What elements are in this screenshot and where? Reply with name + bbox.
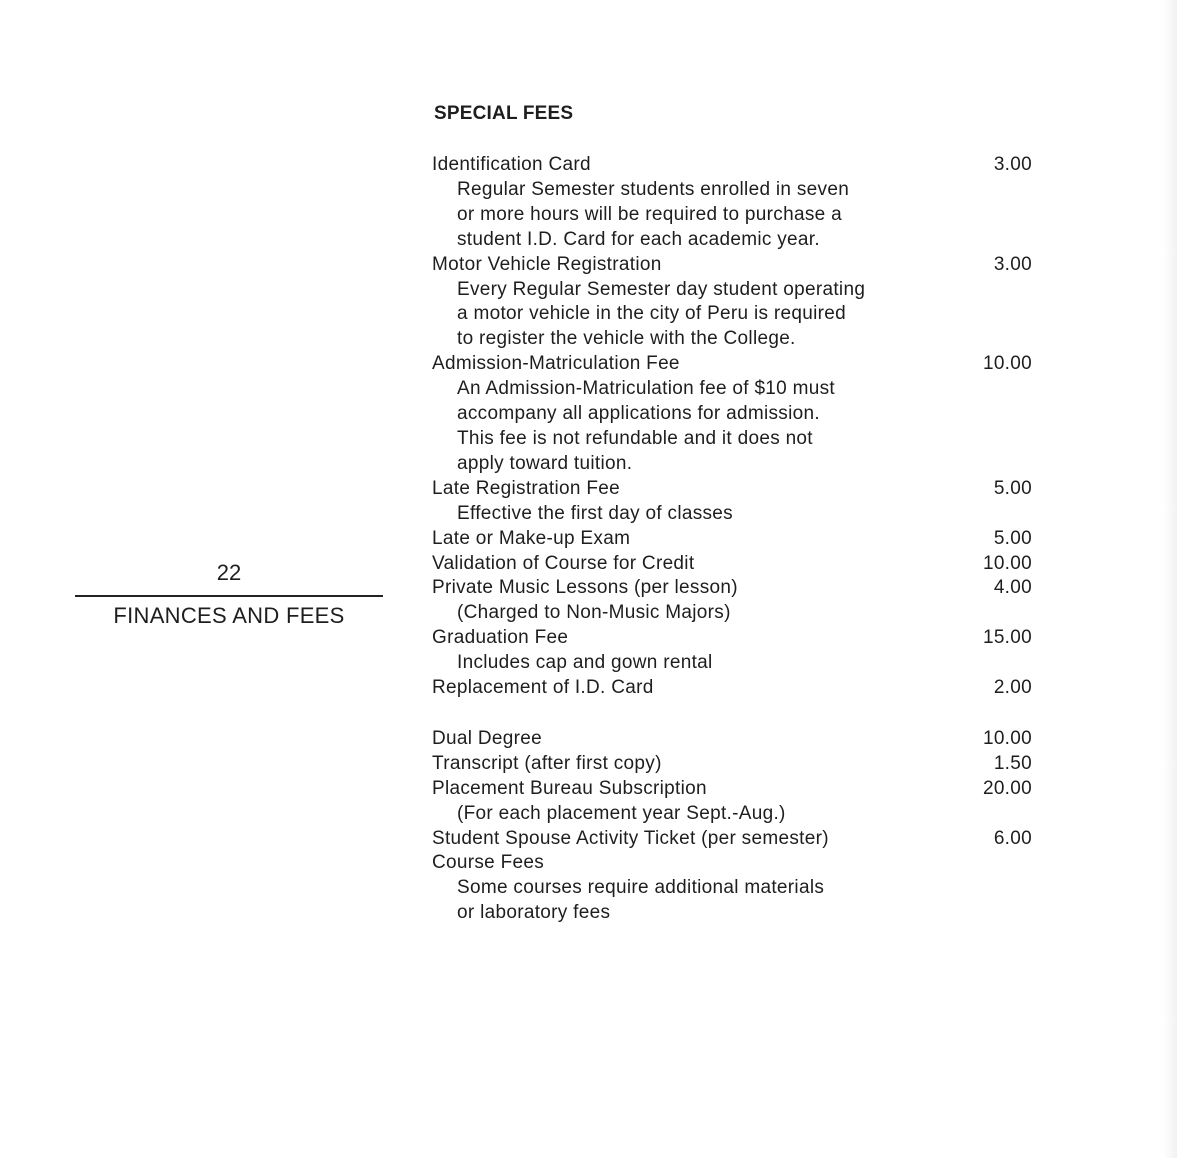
fee-amount: 15.00 [982, 627, 1032, 649]
fee-label: Course Fees [432, 852, 545, 874]
fee-row [432, 752, 1032, 777]
fee-note: apply toward tuition. [457, 452, 633, 474]
fee-note: student I.D. Card for each academic year. [457, 228, 820, 250]
fee-label: Late or Make-up Exam [432, 527, 631, 549]
fee-amount: 10.00 [982, 727, 1032, 749]
fee-amount: 10.00 [982, 353, 1032, 375]
fee-row [432, 626, 1032, 651]
fee-group-other [432, 727, 1032, 926]
fee-amount: 2.00 [993, 677, 1032, 699]
fee-label: Dual Degree [432, 727, 542, 749]
fee-row [432, 352, 1032, 377]
fee-amount: 4.00 [993, 577, 1032, 599]
fee-list [432, 153, 1032, 926]
fee-row [432, 851, 1032, 876]
fee-row [432, 153, 1032, 178]
fee-label: Motor Vehicle Registration [432, 253, 662, 275]
fee-label: Identification Card [432, 154, 591, 175]
fee-amount: 10.00 [982, 552, 1032, 574]
fee-label: Replacement of I.D. Card [432, 677, 654, 699]
fee-label: Placement Bureau Subscription [432, 777, 707, 799]
fee-note: accompany all applications for admission. [457, 403, 820, 425]
fee-amount: 3.00 [993, 253, 1032, 275]
fee-amount: 5.00 [993, 527, 1032, 549]
fee-row [432, 527, 1032, 552]
fee-row [432, 576, 1032, 601]
fee-label: Student Spouse Activity Ticket (per semester) [432, 827, 829, 849]
fee-label: Validation of Course for Credit [432, 552, 695, 574]
fee-amount: 1.50 [993, 752, 1032, 774]
fee-amount: 5.00 [993, 477, 1032, 499]
fee-note: (For each placement year Sept.-Aug.) [457, 802, 786, 824]
fee-note: or more hours will be required to purchase a [457, 203, 842, 225]
page-edge [1163, 0, 1177, 1158]
fee-note: or laboratory fees [457, 902, 611, 924]
fee-note: Includes cap and gown rental [457, 652, 713, 674]
fee-amount: 20.00 [982, 777, 1032, 799]
fee-label: Transcript (after first copy) [432, 752, 662, 774]
fee-label: Private Music Lessons (per lesson) [432, 577, 738, 599]
fee-note: Some courses require additional materials [457, 877, 825, 899]
fee-note: a motor vehicle in the city of Peru is required [457, 303, 846, 325]
fee-row [432, 827, 1032, 852]
page-heading: SPECIAL FEES [434, 103, 574, 124]
fee-note: Regular Semester students enrolled in seven [457, 178, 850, 200]
fee-label: Admission-Matriculation Fee [432, 353, 680, 375]
fee-note: An Admission-Matriculation fee of $10 must [457, 378, 835, 400]
fee-label: Late Registration Fee [432, 477, 620, 499]
fee-amount: 3.00 [993, 154, 1032, 175]
fee-amount: 6.00 [993, 827, 1032, 849]
fee-note: This fee is not refundable and it does not [457, 427, 813, 449]
fee-note: (Charged to Non-Music Majors) [457, 602, 731, 624]
fee-row [432, 477, 1032, 502]
fee-row [432, 777, 1032, 802]
fee-row [432, 727, 1032, 752]
fee-label: Graduation Fee [432, 627, 569, 649]
fee-row [432, 552, 1032, 577]
fee-group-general [432, 153, 1032, 701]
section-divider [75, 595, 383, 597]
group-spacer [432, 701, 1032, 727]
section-title: FINANCES AND FEES [113, 603, 345, 628]
section-tab [75, 560, 383, 629]
page-number: 22 [216, 560, 242, 585]
fee-note: Effective the first day of classes [457, 502, 733, 524]
fee-note: to register the vehicle with the College. [457, 328, 796, 350]
fee-row [432, 253, 1032, 278]
fee-row [432, 676, 1032, 701]
fee-note: Every Regular Semester day student operating [457, 278, 866, 300]
